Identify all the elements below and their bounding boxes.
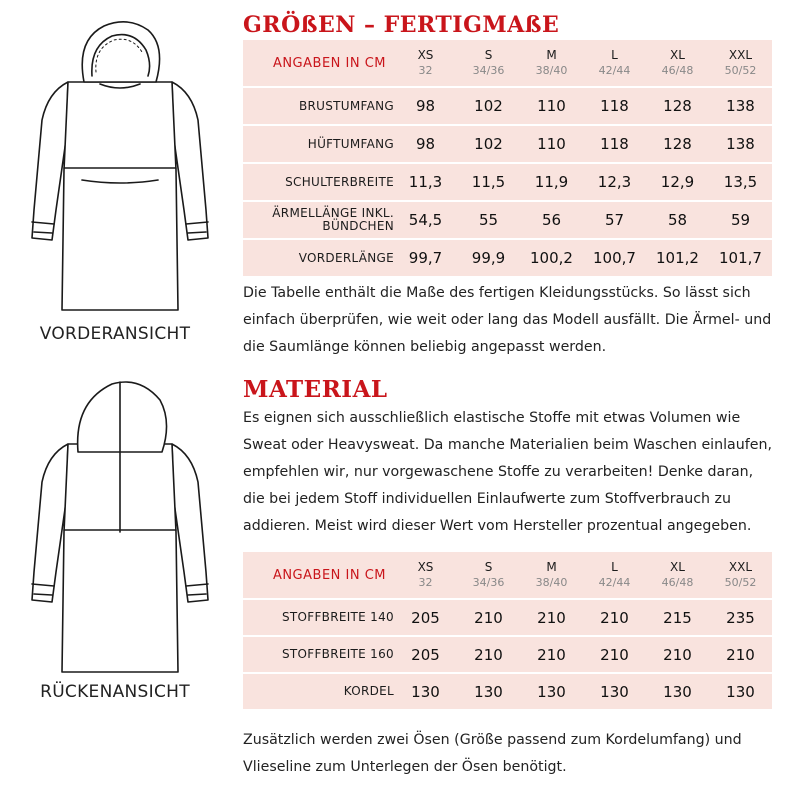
table-cell: 205: [394, 600, 457, 635]
table-cell: 130: [646, 674, 709, 709]
table-row: [243, 202, 772, 238]
table-row: [243, 240, 772, 276]
table-header-row: [243, 552, 772, 598]
material-intro: Es eignen sich ausschließlich elastische Stoffe mit etwas Volumen wie Sweat oder Heavysweat. Da manche Materialien beim Waschen einlaufen, empfehlen wir, nur vorgewaschene Stoffe zu verarbeiten! Denke daran, die bei jedem Stoff individuellen Einlaufwerte zum Stoffverbrauch zu addieren. Meist wird dieser Wert vom Hersteller prozentual angegeben.: [243, 410, 772, 534]
table-cell: 110: [520, 88, 583, 124]
front-view-label: VORDERANSICHT: [39, 324, 191, 344]
table-row: [243, 126, 772, 162]
table-cell: 205: [394, 637, 457, 672]
table-cell: 56: [520, 202, 583, 238]
table-cell: 210: [583, 637, 646, 672]
table-cell: 98: [394, 88, 457, 124]
table-cell: 54,5: [394, 202, 457, 238]
back-view-label: RÜCKENANSICHT: [40, 682, 190, 702]
table-cell: 110: [520, 126, 583, 162]
table-cell: 210: [646, 637, 709, 672]
fabric-requirements-table: [243, 550, 772, 711]
table-cell: 102: [457, 126, 520, 162]
table-cell: 59: [709, 202, 772, 238]
table-row: [243, 164, 772, 200]
table-cell: 12,3: [583, 164, 646, 200]
table-cell: 130: [709, 674, 772, 709]
table-cell: 138: [709, 88, 772, 124]
size-column-header: XL 46/48: [646, 40, 709, 86]
table-cell: 130: [520, 674, 583, 709]
table-cell: 100,2: [520, 240, 583, 276]
table-cell: 210: [457, 637, 520, 672]
table-cell: 57: [583, 202, 646, 238]
size-column-header: S 34/36: [457, 40, 520, 86]
front-view-illustration: [20, 10, 230, 315]
table-header-label: ANGABEN IN CM: [243, 40, 394, 86]
table-header-label: ANGABEN IN CM: [243, 552, 394, 598]
table-cell: 99,7: [394, 240, 457, 276]
table-cell: 55: [457, 202, 520, 238]
table-cell: 210: [520, 637, 583, 672]
row-label: HÜFTUMFANG: [243, 126, 394, 162]
table-cell: 12,9: [646, 164, 709, 200]
table-cell: 130: [583, 674, 646, 709]
table-cell: 101,2: [646, 240, 709, 276]
finished-measurements-table: [243, 38, 772, 278]
table-cell: 128: [646, 88, 709, 124]
table-cell: 118: [583, 88, 646, 124]
row-label: STOFFBREITE 140: [243, 600, 394, 635]
row-label: ÄRMELLÄNGE INKL. BÜNDCHEN: [243, 202, 394, 238]
size-column-header: M 38/40: [520, 40, 583, 86]
size-column-header: L 42/44: [583, 552, 646, 598]
size-column-header: S 34/36: [457, 552, 520, 598]
table-cell: 138: [709, 126, 772, 162]
table-cell: 210: [520, 600, 583, 635]
size-column-header: XL 46/48: [646, 552, 709, 598]
table-cell: 215: [646, 600, 709, 635]
table-cell: 11,3: [394, 164, 457, 200]
back-view-illustration: [20, 372, 230, 677]
size-column-header: XXL 50/52: [709, 552, 772, 598]
table-cell: 100,7: [583, 240, 646, 276]
table-cell: 99,9: [457, 240, 520, 276]
size-column-header: XXL 50/52: [709, 40, 772, 86]
table-row: [243, 674, 772, 709]
table-cell: 11,5: [457, 164, 520, 200]
material-note: Zusätzlich werden zwei Ösen (Größe passend zum Kordelumfang) und Vlieseline zum Unterlegen der Ösen benötigt.: [243, 732, 742, 775]
material-heading: MATERIAL: [243, 376, 388, 403]
table-cell: 98: [394, 126, 457, 162]
row-label: SCHULTERBREITE: [243, 164, 394, 200]
table-header-row: [243, 40, 772, 86]
size-column-header: XS 32: [394, 552, 457, 598]
table-cell: 235: [709, 600, 772, 635]
table-row: [243, 600, 772, 635]
table-cell: 210: [583, 600, 646, 635]
table-row: [243, 88, 772, 124]
table-cell: 102: [457, 88, 520, 124]
size-column-header: L 42/44: [583, 40, 646, 86]
table-cell: 130: [394, 674, 457, 709]
table-cell: 118: [583, 126, 646, 162]
table-cell: 210: [709, 637, 772, 672]
table-cell: 130: [457, 674, 520, 709]
row-label: BRUSTUMFANG: [243, 88, 394, 124]
row-label: VORDERLÄNGE: [243, 240, 394, 276]
table-cell: 128: [646, 126, 709, 162]
sizes-note: Die Tabelle enthält die Maße des fertigen Kleidungsstücks. So lässt sich einfach überprüfen, wie weit oder lang das Modell ausfällt. Die Ärmel- und die Saumlänge können beliebig angepasst werden.: [243, 285, 772, 355]
table-cell: 58: [646, 202, 709, 238]
table-cell: 101,7: [709, 240, 772, 276]
size-column-header: XS 32: [394, 40, 457, 86]
size-column-header: M 38/40: [520, 552, 583, 598]
table-cell: 11,9: [520, 164, 583, 200]
row-label: STOFFBREITE 160: [243, 637, 394, 672]
sizes-heading: GRÖßEN – FERTIGMAßE: [243, 12, 560, 38]
row-label: KORDEL: [243, 674, 394, 709]
table-row: [243, 637, 772, 672]
table-cell: 210: [457, 600, 520, 635]
table-cell: 13,5: [709, 164, 772, 200]
